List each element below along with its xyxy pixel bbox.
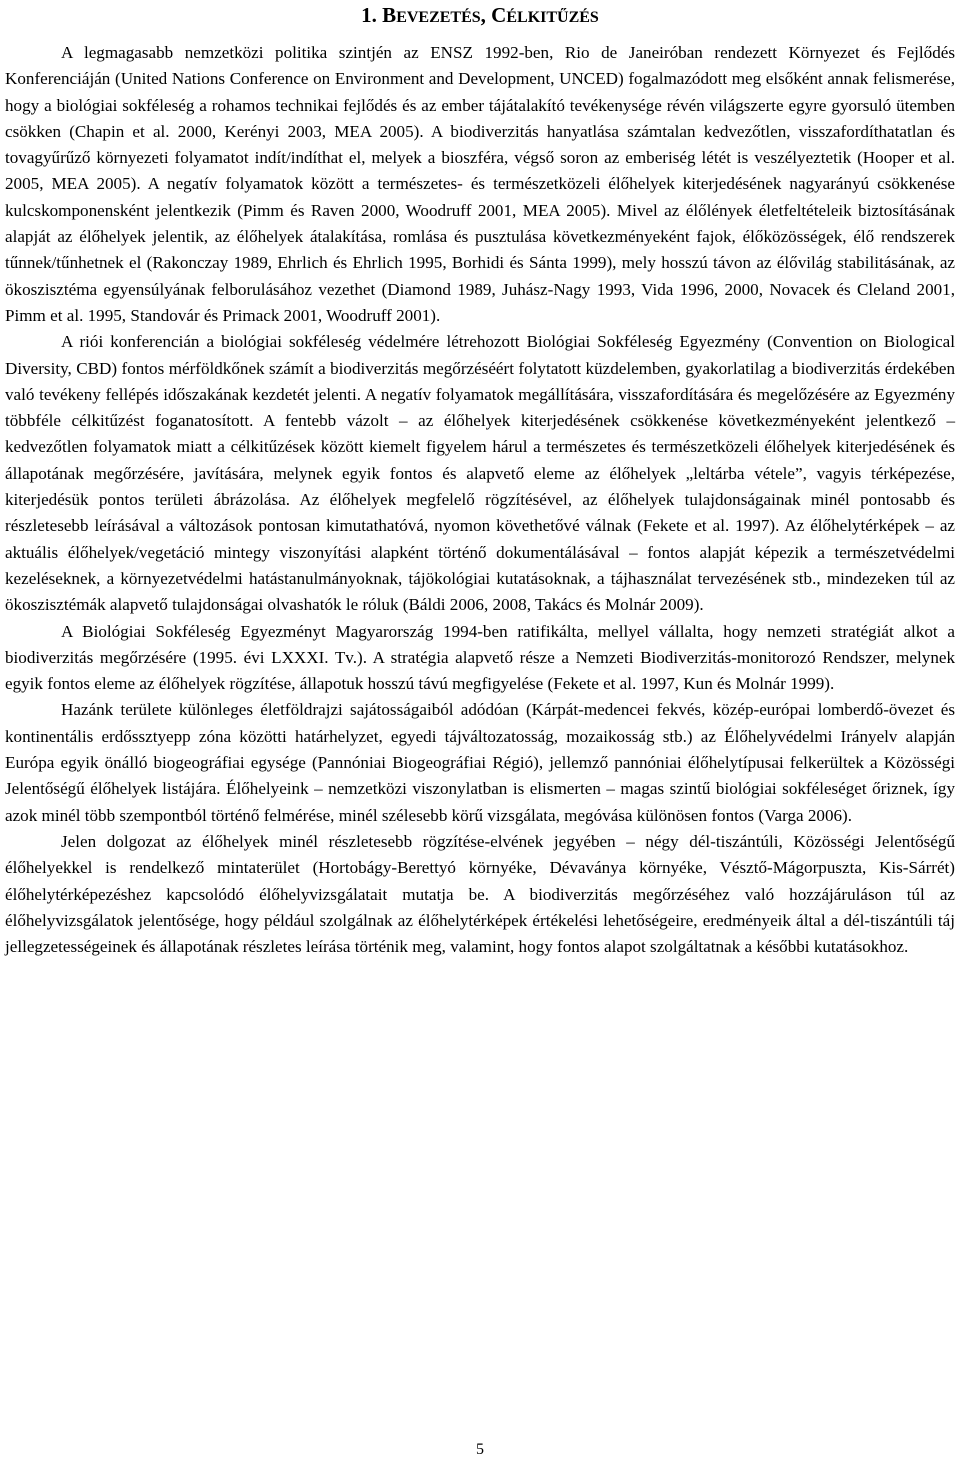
heading-number: 1. xyxy=(361,3,377,27)
paragraph-5: Jelen dolgozat az élőhelyek minél részletesebb rögzítése-elvének jegyében – négy dél-tiszántúli, Közösségi Jelentőségű élőhelyekkel is rendelkező mintaterület (Hortobágy-Berettyó környéke, Dévaványa környéke, Vésztő-Mágorpuszta, Kis-Sárrét) élőhelytérképezéshez kapcsolódó élőhelyvizsgálatait mutatja be. A biodiverzitás megőrzéséhez való hozzájáruláson túl az élőhelyvizsgálatok jelentősége, hogy például szolgálnak az élőhelytérképek értékelési lehetőségeire, eredményeik által a dél-tiszántúli táj jellegzetességeinek és állapotának részletes leírása történik meg, valamint, hogy fontos alapot szolgáltatnak a későbbi kutatásokhoz. xyxy=(5,831,955,957)
paragraph-3: A Biológiai Sokféleség Egyezményt Magyarország 1994-ben ratifikálta, mellyel vállalta, hogy nemzeti stratégiát alkot a biodiverzitás megőrzésére (1995. évi LXXXI. Tv.). A stratégia alapvető része a Nemzeti Biodiverzitás-monitorozó Rendszer, melynek egyik fontos eleme az élőhelyek rögzítése, állapotuk hosszú távú megfigyelése (Fekete et al. 1997, Kun és Molnár 1999). xyxy=(5,621,955,694)
document-page xyxy=(5,0,955,960)
page-number: 5 xyxy=(476,1441,484,1458)
heading-rest-1: EVEZETÉS xyxy=(396,9,481,26)
paragraph-4: Hazánk területe különleges életföldrajzi sajátosságaiból adódóan (Kárpát-medencei fekvés, közép-európai lomberdő-övezet és kontinentális erdőssztyepp zóna közötti határhelyzet, egyedi tájváltozatosság, mozaikosság stb.) az Élőhelyvédelmi Irányelv alapján Európa egyik önálló biogeográfiai egysége (Pannóniai Biogeográfiai Régió), jellemző pannóniai élőhelytípusai felkerültek a Közösségi Jelentőségű élőhelyek listájára. Élőhelyeink – nemzetközi viszonylatban is elismerten – magas szintű biológiai sokféleséget őriznek, így azok minél több szempontból történő felmérése, minél szélesebb körű vizsgálata, megóvása különösen fontos (Varga 2006). xyxy=(5,700,955,825)
heading-initial-1: B xyxy=(382,3,397,27)
paragraph-2: A riói konferencián a biológiai sokféleség védelmére létrehozott Biológiai Sokféleség Egyezmény (Convention on Biological Diversity, CBD) fontos mérföldkőnek számít a biodiverzitás megőrzéséért folytatott küzdelemben, gyakorlatilag a biodiverzitás érdekében való tevékeny fellépés időszakának kezdetét jelenti. A negatív folyamatok megállítására, visszafordítására és megelőzésére az Egyezmény többféle célkitűzést foganatosított. A fentebb vázolt – az élőhelyek kiterjedésének csökkenése következményeként jelentkező – kedvezőtlen folyamatok miatt a célkitűzések között kiemelt figyelem hárul a természetes és természetközeli élőhelyek kiterjedésének és állapotának megőrzésére, javítására, melynek egyik fontos és alapvető eleme az élőhelyek „leltárba vétele”, vagyis térképezése, kiterjedésük pontos területi ábrázolása. Az élőhelyek megfelelő rögzítésével, az élőhelyek tulajdonságainak minél pontosabb és részletesebb leírásával a változások pontosan kimutathatóvá, nyomon követhetővé válnak (Fekete et al. 1997). Az élőhelytérképek – az aktuális élőhelyek/vegetáció mintegy viszonyítási alapként történő dokumentálásával – fontos alapját képezik a természetvédelmi kezeléseknek, a környezetvédelmi hatástanulmányoknak, tájökológiai kutatásoknak, a tájhasználat tervezésének stb., mindezeken túl az ökoszisztémák alapvető tulajdonságai olvashatók le róluk (Báldi 2006, 2008, Takács és Molnár 2009). xyxy=(5,332,955,615)
heading-initial-2: C xyxy=(491,3,507,27)
paragraph-1: A legmagasabb nemzetközi politika szintjén az ENSZ 1992-ben, Rio de Janeiróban rendezett Környezet és Fejlődés Konferenciáján (United Nations Conference on Environment and Development, UNCED) fogalmazódott meg elsőként annak felismerése, hogy a biológiai sokféleség a rohamos technikai fejlődés és az ember tájátalakító tevékenysége révén világszerte egyre gyorsuló ütemben csökken (Chapin et al. 2000, Kerényi 2003, MEA 2005). A biodiverzitás hanyatlása számtalan kedvezőtlen, visszafordíthatatlan és tovagyűrűző környezeti folyamatot indít/indíthat el, melyek a bioszféra, végső soron az emberiség létét is veszélyeztetik (Hooper et al. 2005, MEA 2005). A negatív folyamatok között a természetes- és természetközeli élőhelyek kiterjedésének nagyarányú csökkenése kulcskomponensként jelentkezik (Pimm és Raven 2000, Woodruff 2001, MEA 2005). Mivel az élőlények életfeltételeik biztosításának alapját az élőhelyek jelentik, az élőhelyek átalakítása, romlása és pusztulása következményeként fajok, élőközösségek, élő rendszerek tűnnek/tűnhetnek el (Rakonczay 1989, Ehrlich és Ehrlich 1995, Borhidi és Sánta 1999), mely hosszú távon az élővilág stabilitásának, az ökoszisztéma egyensúlyának felborulásához vezethet (Diamond 1989, Juhász-Nagy 1993, Vida 1996, 2000, Novacek és Cleland 2001, Pimm et al. 1995, Standovár és Primack 2001, Woodruff 2001). xyxy=(5,43,955,325)
chapter-heading xyxy=(5,0,955,40)
heading-rest-2: ÉLKITŰZÉS xyxy=(506,9,599,26)
heading-separator: , xyxy=(480,3,492,27)
